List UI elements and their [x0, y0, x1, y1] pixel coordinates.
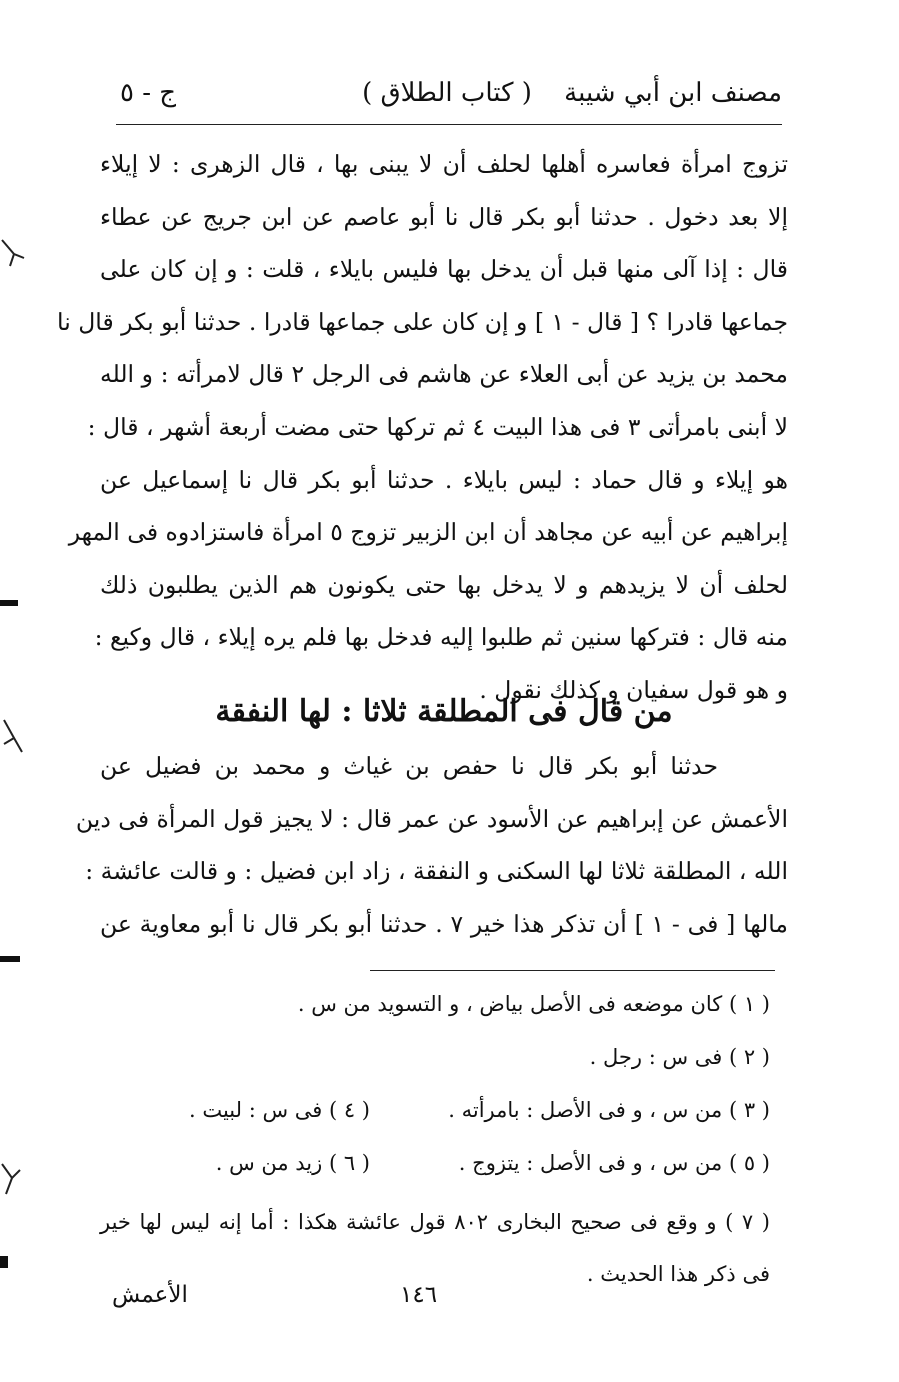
text-line: الأعمش عن إبراهيم عن الأسود عن عمر قال : لا يجيز قول المرأة فى دين — [75, 804, 788, 833]
scan-mark-icon — [0, 596, 26, 610]
page-footer — [100, 1282, 790, 1322]
scan-mark-icon — [0, 1160, 26, 1200]
running-header — [112, 78, 782, 118]
scan-mark-icon — [0, 1252, 26, 1272]
text-line: إلا بعد دخول . حدثنا أبو بكر قال نا أبو عاصم عن ابن جريج عن عطاء — [100, 202, 788, 231]
text-line: لحلف أن لا يزيدهم و لا يدخل بها حتى يكونون هم الذين يطلبون ذلك — [100, 570, 788, 599]
footnote-1: ( ١ ) كان موضعه فى الأصل بياض ، و التسويد من س . — [297, 992, 770, 1016]
book-title: مصنف ابن أبي شيبة — [564, 78, 782, 108]
section-heading: من قال فى المطلقة ثلاثا : لها النفقة — [215, 694, 673, 729]
text-line: لا أبنى بامرأتى ٣ فى هذا البيت ٤ ثم تركها حتى مضت أربعة أشهر ، قال : — [87, 412, 788, 441]
footnote-3: ( ٣ ) من س ، و فى الأصل : بامرأته . — [448, 1098, 770, 1122]
footnote-row — [100, 1090, 770, 1143]
text-line: محمد بن يزيد عن أبى العلاء عن هاشم فى الرجل ٢ قال لامرأته : و الله — [100, 360, 789, 389]
text-line: تزوج امرأة فعاسره أهلها لحلف أن لا يبنى بها ، قال الزهرى : لا إيلاء — [100, 150, 788, 178]
page-number: ١٤٦ — [400, 1282, 438, 1308]
volume-number: ج - ٥ — [120, 78, 177, 108]
footnote-row — [100, 1143, 770, 1196]
text-line: إبراهيم عن أبيه عن مجاهد أن ابن الزبير تزوج ٥ امرأة فاستزادوه فى المهر — [68, 518, 788, 547]
footnote-6: ( ٦ ) زيد من س . — [215, 1151, 370, 1175]
footnote-5: ( ٥ ) من س ، و فى الأصل : يتزوج . — [458, 1151, 770, 1175]
footnote-7: ( ٧ ) و وقع فى صحيح البخارى ٨٠٢ قول عائشة هكذا : أما إنه ليس لها خير فى ذكر هذا الحديث . — [100, 1210, 770, 1286]
catchword: الأعمش — [112, 1282, 188, 1308]
text-line: الله ، المطلقة ثلاثا لها السكنى و النفقة ، زاد ابن فضيل : و قالت عائشة : — [85, 857, 788, 886]
scan-mark-icon — [0, 952, 26, 966]
main-text — [57, 138, 789, 717]
chapter-title: ( كتاب الطلاق ) — [362, 78, 532, 108]
text-line: جماعها قادرا ؟ [ قال - ١ ] و إن كان على جماعها قادرا . حدثنا أبو بكر قال نا — [57, 307, 788, 336]
footnote-4: ( ٤ ) فى س : لبيت . — [188, 1098, 370, 1122]
footnote-divider — [370, 970, 775, 971]
section-text — [75, 740, 788, 950]
footnotes — [100, 984, 770, 1300]
header-divider — [116, 124, 782, 125]
text-line: و هو قول سفيان و كذلك نقول . — [479, 675, 788, 704]
text-line: هو إيلاء و قال حماد : ليس بايلاء . حدثنا أبو بكر قال نا إسماعيل عن — [100, 465, 788, 494]
text-line: حدثنا أبو بكر قال نا حفص بن غياث و محمد بن فضيل عن — [100, 752, 718, 780]
scan-mark-icon — [0, 718, 26, 758]
text-line: مالها [ فى - ١ ] أن تذكر هذا خير ٧ . حدثنا أبو بكر قال نا أبو معاوية عن — [100, 909, 788, 938]
text-line: قال : إذا آلى منها قبل أن يدخل بها فليس بايلاء ، قلت : و إن كان على — [100, 255, 788, 284]
text-line: منه قال : فتركها سنين ثم طلبوا إليه فدخل بها فلم يره إيلاء ، قال وكيع : — [94, 623, 788, 652]
footnote-2: ( ٢ ) فى س : رجل . — [589, 1045, 770, 1069]
scan-mark-icon — [0, 232, 26, 272]
